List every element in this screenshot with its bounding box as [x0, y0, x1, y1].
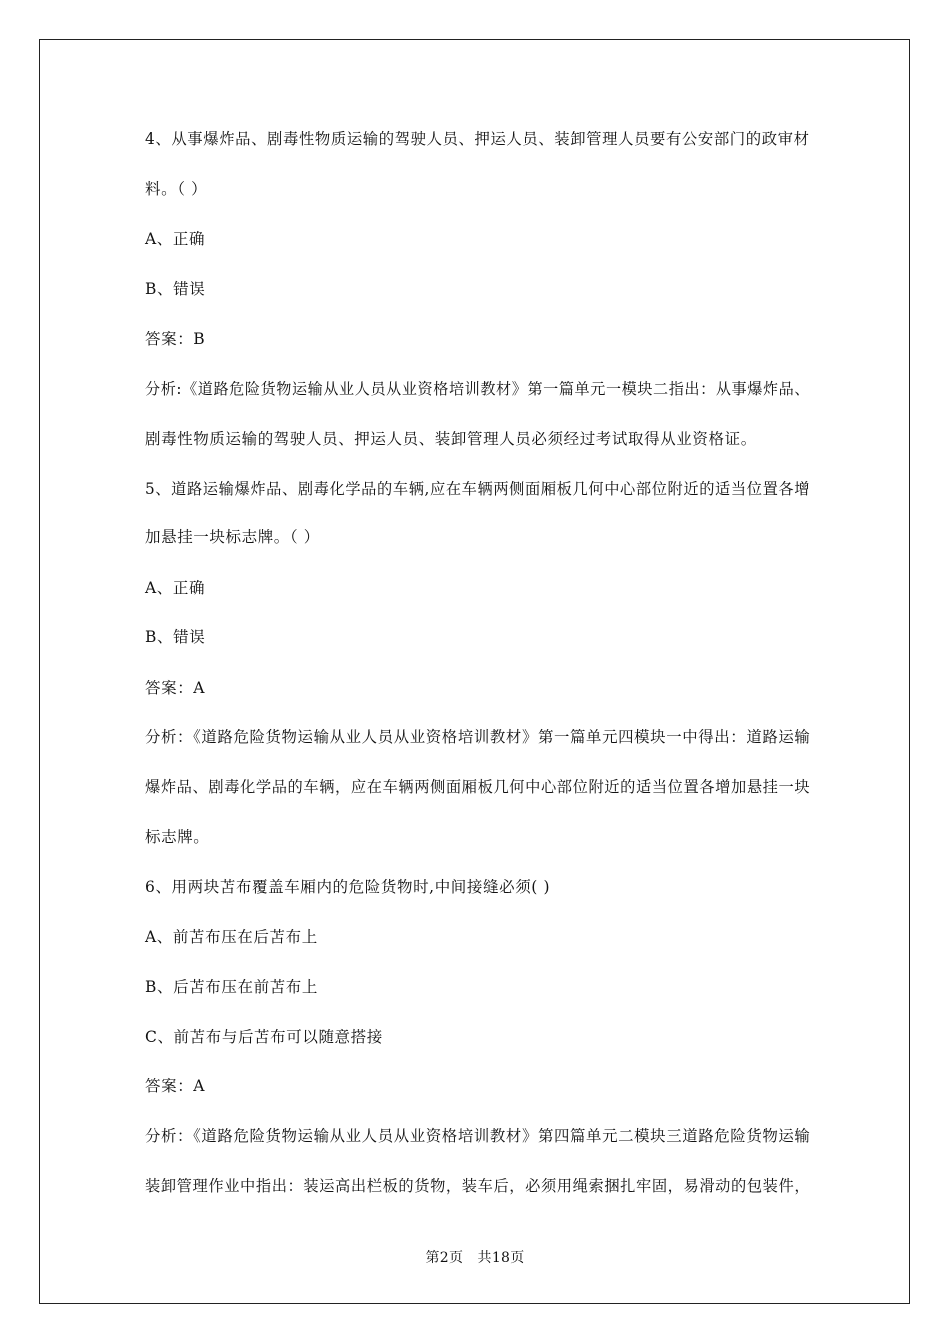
question-4-option-b: B、错误 — [145, 280, 206, 298]
question-4-answer: 答案：B — [145, 330, 206, 348]
question-5-option-a: A、正确 — [145, 579, 206, 597]
question-4-option-a: A、正确 — [145, 230, 206, 248]
question-4-analysis-continued: 剧毒性物质运输的驾驶人员、押运人员、装卸管理人员必须经过考试取得从业资格证。 — [145, 430, 757, 448]
question-5-text: 5、道路运输爆炸品、剧毒化学品的车辆,应在车辆两侧面厢板几何中心部位附近的适当位置各增 — [145, 480, 811, 498]
question-6-option-c: C、前苫布与后苫布可以随意搭接 — [145, 1028, 383, 1046]
question-6-option-b: B、后苫布压在前苫布上 — [145, 978, 318, 996]
question-6-answer: 答案：A — [145, 1077, 206, 1095]
question-5-analysis-continued: 爆炸品、剧毒化学品的车辆，应在车辆两侧面厢板几何中心部位附近的适当位置各增加悬挂一块 — [145, 778, 811, 796]
question-5-analysis-end: 标志牌。 — [145, 828, 210, 846]
question-6-text: 6、用两块苫布覆盖车厢内的危险货物时,中间接缝必须( ) — [145, 878, 551, 896]
question-6-analysis: 分析：《道路危险货物运输从业人员从业资格培训教材》第四篇单元二模块三道路危险货物运输 — [145, 1127, 811, 1145]
page-footer: 第2页 共18页 — [425, 1250, 525, 1266]
question-4-text: 4、从事爆炸品、剧毒性物质运输的驾驶人员、押运人员、装卸管理人员要有公安部门的政审材 — [145, 130, 810, 148]
question-6-option-a: A、前苫布压在后苫布上 — [145, 928, 318, 946]
question-5-answer: 答案：A — [145, 679, 206, 697]
question-6-analysis-continued: 装卸管理作业中指出：装运高出栏板的货物，装车后，必须用绳索捆扎牢固，易滑动的包装件， — [145, 1177, 811, 1195]
question-5-text-continued: 加悬挂一块标志牌。（ ） — [145, 528, 320, 546]
question-4-analysis: 分析:《道路危险货物运输从业人员从业资格培训教材》第一篇单元一模块二指出：从事爆炸品、 — [145, 380, 811, 398]
question-5-option-b: B、错误 — [145, 628, 206, 646]
question-5-analysis: 分析：《道路危险货物运输从业人员从业资格培训教材》第一篇单元四模块一中得出：道路运输 — [145, 728, 811, 746]
question-4-text-continued: 料。（ ） — [145, 180, 208, 198]
